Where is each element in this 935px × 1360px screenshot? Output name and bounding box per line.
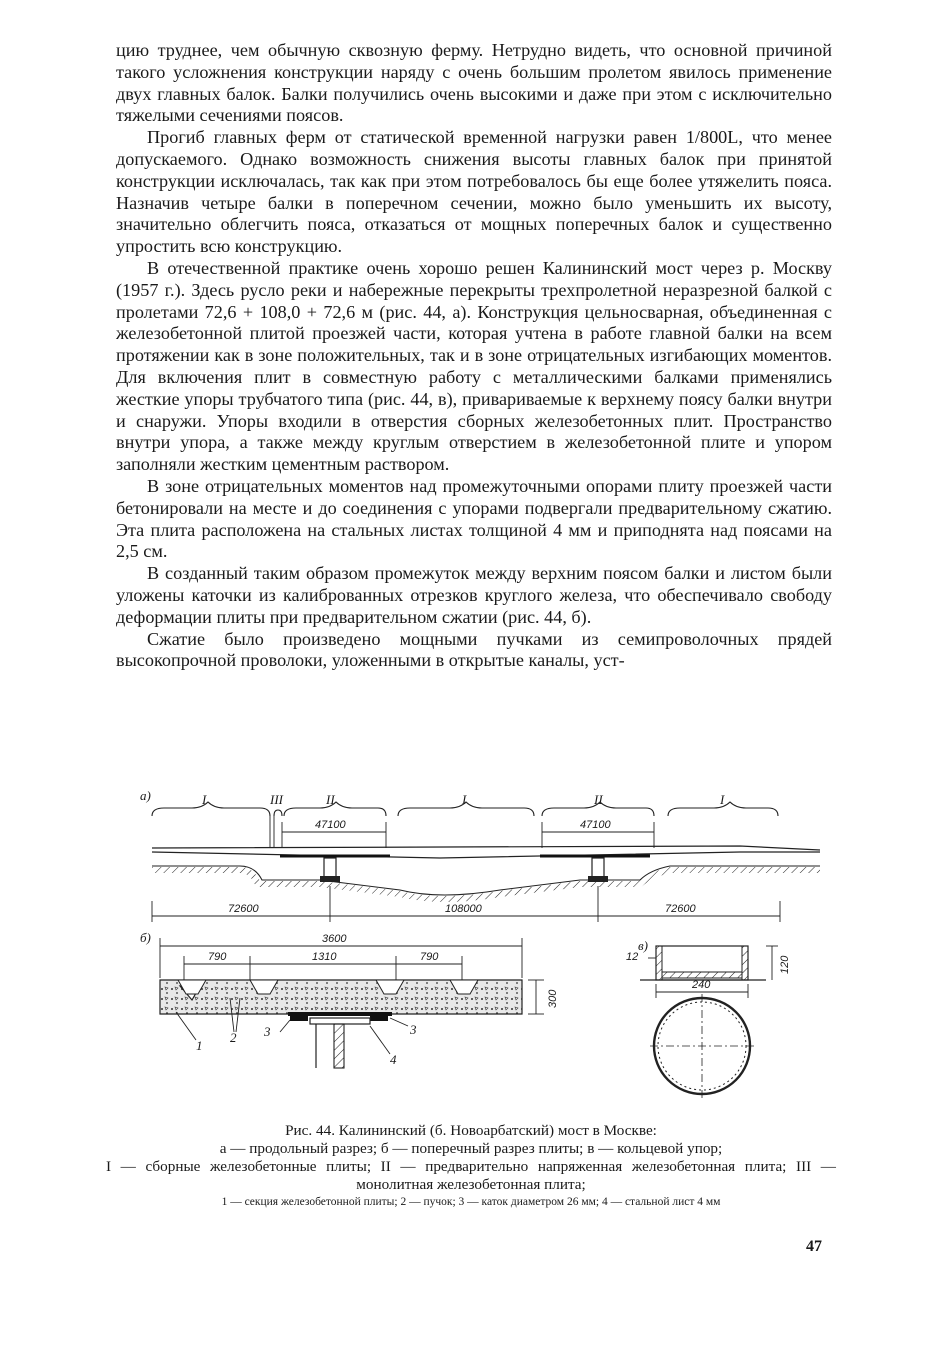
span-middle: 108000	[445, 903, 482, 915]
dimension-47100-right: 47100	[580, 819, 611, 831]
label-v: в)	[638, 938, 648, 953]
caption-line: I — сборные железобетонные плиты; II — предварительно напряженная железобетонная плита; III — монолитная железобетонная плита;	[106, 1158, 836, 1193]
label-b: б)	[140, 930, 151, 945]
slab-height: 300	[547, 989, 559, 1008]
figure-44	[140, 786, 820, 1106]
caption-line: а — продольный разрез; б — поперечный разрез плиты; в — кольцевой упор;	[219, 1140, 723, 1157]
span-right: 72600	[665, 903, 696, 915]
callout-3: 3	[410, 1022, 417, 1037]
callout-2: 2	[230, 1030, 237, 1045]
paragraph: В зоне отрицательных моментов над промежуточными опорами плиту проезжей части бетонировали на месте и до соединения с упорами подвергали предварительному сжатию. Эта плита расположена на стальных листах толщиной 4 мм и приподнята над поясами на 2,5 см.	[116, 475, 832, 562]
slab-part-right: 790	[420, 951, 439, 963]
roller	[290, 1016, 308, 1021]
caption-title: Рис. 44. Калининский (б. Новоарбатский) мост в Москве:	[285, 1122, 657, 1139]
span-left: 72600	[228, 903, 259, 915]
slab-part-left: 790	[208, 951, 227, 963]
zone-label: I	[720, 792, 725, 807]
stop-thickness: 12	[626, 951, 639, 963]
dimension-47100-left: 47100	[315, 819, 346, 831]
steel-sheet	[288, 1012, 392, 1016]
zone-label: III	[270, 792, 283, 807]
paragraph: Прогиб главных ферм от статической временной нагрузки равен 1/800L, что менее допускаемого. Однако возможность снижения высоты главных балок при принятой конструкции исключалась, так как при этом потребовалось бы еще более утяжелить пояса. Назначив четыре балки в поперечном сечении, можно было уменьшить их высоту, значительно облегчить пояса, отказаться от мощных поперечных балок и существенно упростить всю конструкцию.	[116, 127, 832, 257]
paragraph: Сжатие было произведено мощными пучками из семипроволочных прядей высокопрочной проволоки, уложенными в открытые каналы, уст-	[116, 628, 832, 671]
zone-label: I	[202, 792, 207, 807]
paragraph: В созданный таким образом промежуток между верхним поясом балки и листом были уложены каточки из калиброванных отрезков круглого железа, что обеспечивало свободу деформации плиты при предварительном сжатии (рис. 44, б).	[116, 563, 832, 627]
figure-caption	[106, 1122, 836, 1209]
label-a: а)	[140, 788, 151, 803]
callout-1: 1	[196, 1038, 203, 1053]
riverbed-profile	[152, 866, 820, 899]
zone-label: II	[326, 792, 335, 807]
intermediate-piers	[320, 858, 608, 882]
ring-stop-plan	[650, 994, 754, 1098]
slab-width: 3600	[322, 933, 347, 945]
paragraph: В отечественной практике очень хорошо решен Калининский мост через р. Москву (1957 г.). Здесь русло реки и набережные перекрыты трехпролетной неразрезной балкой с пролетами 72,6 + 108,0 + 72,6 м (рис. 44, а). Конструкция цельносварная, объединенная с железобетонной плитой проезжей части, которая учтена в работе главной балки на всем протяжении как в зоне положительных, так и в зоне отрицательных изгибающих моментов. Для включения плит в совместную работу с металлическими балками применялись жесткие упоры трубчатого типа (рис. 44, в), привариваемые к верхнему поясу балки внутри и снаружи. Упоры входили в отверстия сборных железобетонных плит. Пространство внутри упора, а также между круглым отверстием в железобетонной плите и упором заполняли жестким цементным раствором.	[116, 257, 832, 475]
page-number: 47	[806, 1238, 822, 1255]
body-text	[116, 40, 832, 672]
stop-height: 120	[779, 955, 791, 974]
caption-legend: 1 — секция железобетонной плиты; 2 — пучок; 3 — каток диаметром 26 мм; 4 — стальной лист 4 мм	[221, 1196, 721, 1208]
zone-label: II	[594, 792, 603, 807]
paragraph: цию труднее, чем обычную сквозную ферму. Нетрудно видеть, что основной причиной такого усложнения конструкции наряду с очень большим пролетом явилось применение двух главных балок. Балки получились очень высокими и даже при этом с исключительно тяжелыми сечениями поясов.	[116, 40, 832, 126]
bridge-drawing	[140, 786, 820, 1106]
zone-label: I	[462, 792, 467, 807]
roller	[370, 1016, 388, 1021]
callout-3: 3	[264, 1024, 271, 1039]
stop-diameter: 240	[692, 979, 711, 991]
slab-part-middle: 1310	[312, 951, 337, 963]
bridge-deck	[152, 846, 820, 858]
main-beam	[310, 1018, 370, 1068]
callout-4: 4	[390, 1052, 397, 1067]
